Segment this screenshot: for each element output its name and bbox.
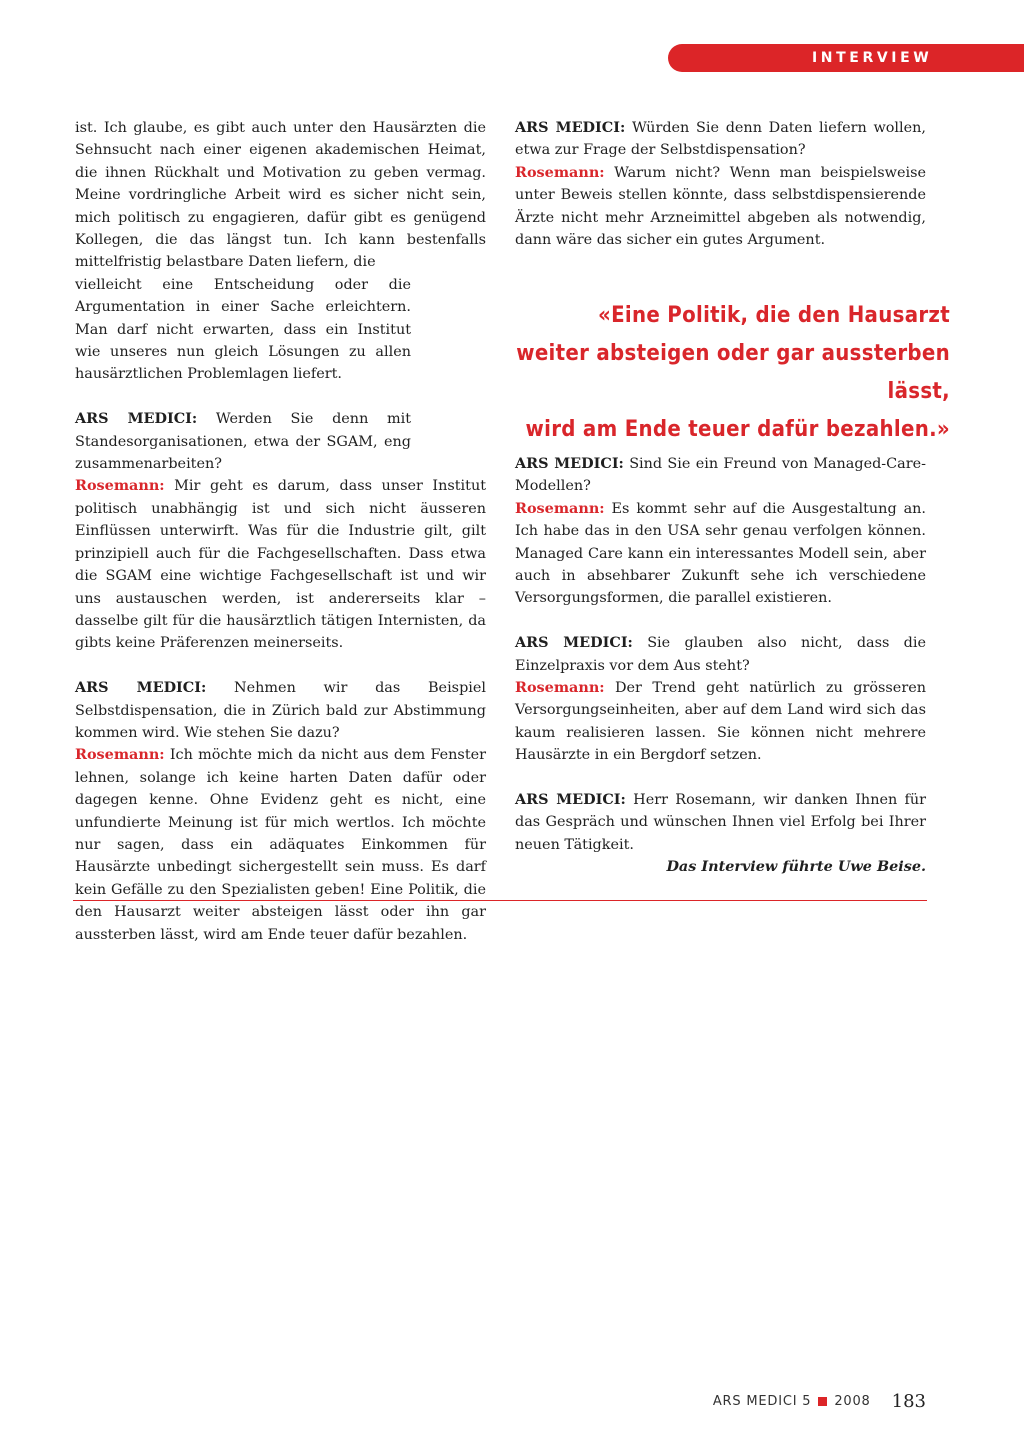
answer: [515, 677, 926, 767]
answer-text: Es kommt sehr auf die Ausgestaltung an. Ich habe das in den USA sehr genau verfolgen können. Managed Care kann ein interessantes Modell sein, aber auch in absehbarer Zukunft sehe ich verschiedene Versorgungsformen, die parallel existieren.: [515, 500, 926, 607]
left-column: [75, 117, 486, 946]
year: 2008: [834, 1393, 871, 1409]
interview-credit: Das Interview führte Uwe Beise.: [666, 858, 926, 876]
interviewer-label: ARS MEDICI:: [75, 679, 207, 697]
interviewer-label: ARS MEDICI:: [515, 455, 624, 472]
interviewer-label: ARS MEDICI:: [75, 410, 198, 428]
answer: [75, 475, 486, 654]
paragraph: vielleicht eine Entscheidung oder die Argumentation in einer Sache erleichtern. Man darf nicht erwarten, dass ein Institut wie unseres nun gleich Lösungen zu allen hausärztlichen Problemlagen liefert.: [75, 276, 411, 383]
question-text: Sie glauben also nicht, dass die Einzelpraxis vor dem Aus steht?: [515, 635, 927, 674]
interviewee-label: Rosemann:: [75, 477, 165, 495]
page-footer: [713, 1389, 926, 1413]
answer: [515, 498, 926, 610]
divider-rule: [73, 900, 927, 901]
question: [75, 677, 486, 744]
pull-quote-line: «Eine Politik, die den Hausarzt: [598, 303, 950, 328]
interviewee-label: Rosemann:: [515, 163, 605, 181]
red-square-icon: [818, 1397, 827, 1406]
section-label: INTERVIEW: [812, 50, 933, 66]
question-text: Nehmen wir das Beispiel Selbstdispensation, die in Zürich bald zur Abstimmung kommen wird. Wie stehen Sie dazu?: [75, 680, 486, 741]
question: [75, 408, 411, 475]
question-text: Werden Sie denn mit Standesorganisationen, etwa der SGAM, eng zusammenarbeiten?: [75, 411, 411, 473]
interviewer-label: ARS MEDICI:: [515, 119, 626, 136]
pull-quote-line: weiter absteigen oder gar aussterben lässt,: [516, 341, 950, 404]
answer: [75, 744, 486, 946]
pull-quote: [478, 297, 950, 449]
interviewer-label: ARS MEDICI:: [515, 634, 633, 652]
question-text: Würden Sie denn Daten liefern wollen, etwa zur Frage der Selbstdispensation?: [515, 120, 926, 159]
answer-text: Ich möchte mich da nicht aus dem Fenster lehnen, solange ich keine harten Daten dafür oder dagegen kenne. Ohne Evidenz geht es nicht, eine unfundierte Meinung ist für mich wertlos. Ich möchte nur sagen, dass ein adäquates Einkommen für Hausärzte unbedingt sichergestellt sein muss. Es darf kein Gefälle zu den Spezialisten geben! Eine Politik, die den Hausarzt weiter absteigen lässt oder ihn gar aussterben lässt, wird am Ende teuer dafür bezahlen.: [75, 747, 486, 943]
question: [515, 632, 926, 677]
journal-name: ARS MEDICI 5: [712, 1393, 812, 1409]
question-text: Sind Sie ein Freund von Managed-Care-Modellen?: [515, 456, 927, 495]
question: [515, 789, 926, 856]
answer-text: Warum nicht? Wenn man beispielsweise unter Beweis stellen könnte, dass selbstdispensierende Ärzte nicht mehr Arzneimittel abgeben als notwendig, dann wäre das sicher ein gutes Argument.: [515, 164, 926, 249]
page-number: 183: [891, 1390, 926, 1412]
interviewee-label: Rosemann:: [515, 679, 605, 697]
answer-text: Mir geht es darum, dass unser Institut politisch unabhängig ist und sich nicht äusseren Einflüssen unterwirft. Was für die Industrie gilt, gilt prinzipiell auch für die Fachgesellschaften. Dass etwa die SGAM eine wichtige Fachgesellschaft ist und wir uns austauschen werden, ist andererseits klar – dasselbe gilt für die hausärztlich tätigen Internisten, da gibts keine Präferenzen meinerseits.: [75, 478, 486, 652]
question: [515, 453, 926, 498]
question: [515, 117, 926, 162]
answer-text: Der Trend geht natürlich zu grösseren Versorgungseinheiten, aber auf dem Land wird sich das kaum realisieren lassen. Sie können nicht mehrere Hausärzte in ein Bergdorf setzen.: [515, 680, 926, 764]
interviewee-label: Rosemann:: [515, 499, 605, 517]
pull-quote-line: wird am Ende teuer dafür bezahlen.»: [525, 417, 950, 442]
interviewer-label: ARS MEDICI:: [515, 791, 626, 809]
interviewee-label: Rosemann:: [75, 746, 165, 764]
answer: [515, 162, 926, 252]
right-column-bottom: [515, 453, 926, 879]
paragraph: ist. Ich glaube, es gibt auch unter den Hausärzten die Sehnsucht nach einer eigenen akademischen Heimat, die ihnen Rückhalt und Motivation zu geben vermag. Meine vordringliche Arbeit wird es sicher nicht sein, mich politisch zu engagieren, dafür gibt es genügend Kollegen, die das längst tun. Ich kann bestenfalls mittelfristig belastbare Daten liefern, die: [75, 120, 486, 271]
right-column-top: [515, 117, 926, 251]
question-text: Herr Rosemann, wir danken Ihnen für das Gespräch und wünschen Ihnen viel Erfolg bei Ihrer neuen Tätigkeit.: [515, 792, 927, 853]
